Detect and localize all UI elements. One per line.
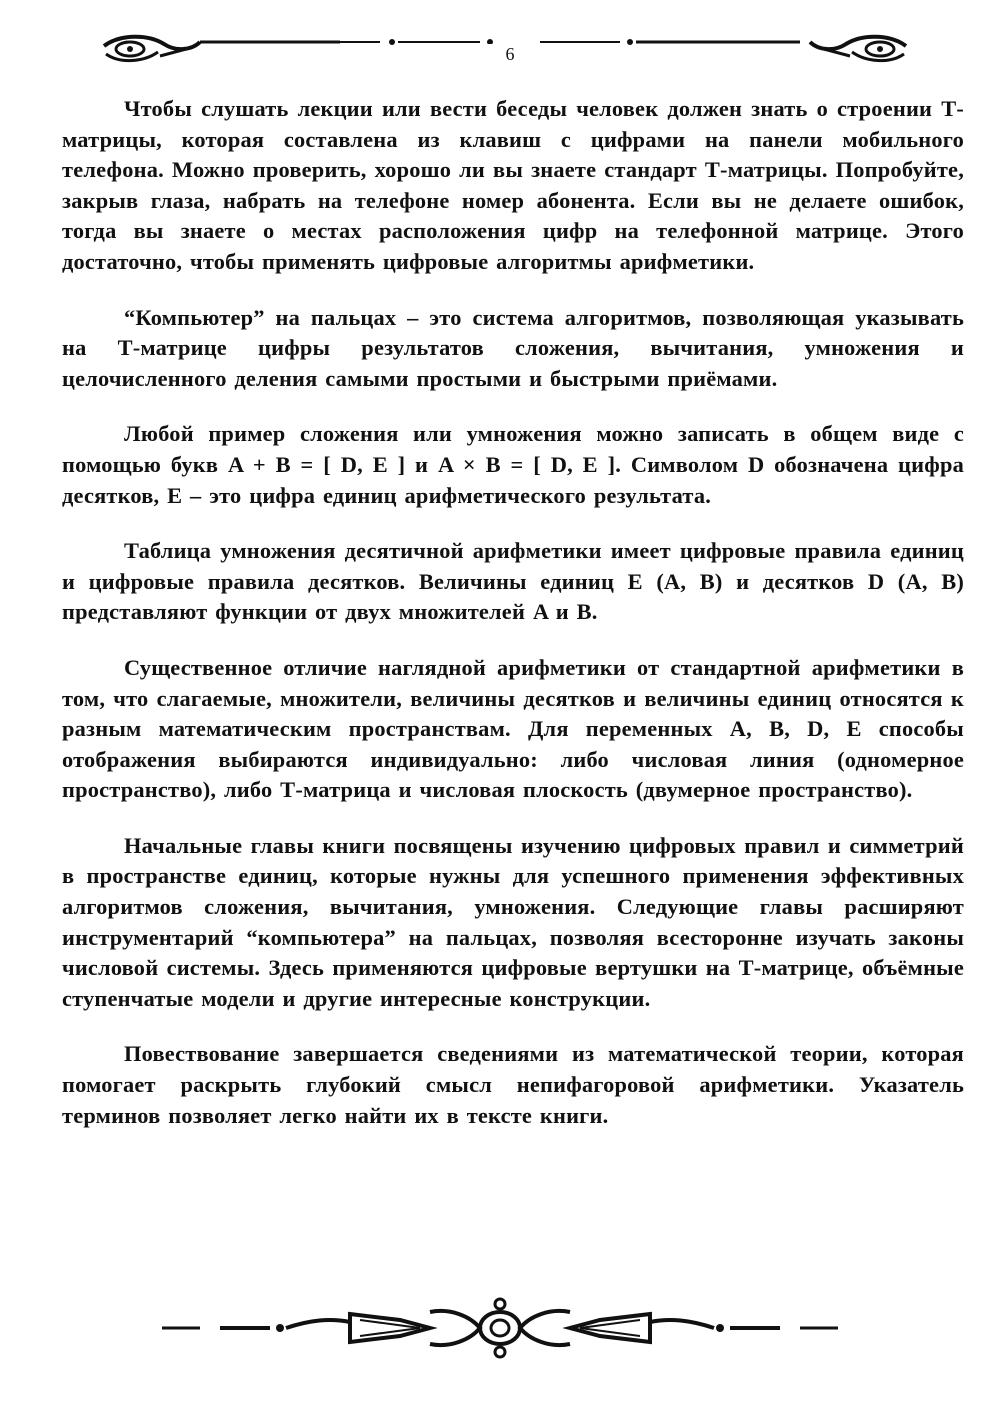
page-number: 6 bbox=[480, 44, 540, 65]
footer-ornament-icon bbox=[160, 1290, 840, 1362]
paragraph-5: Существенное отличие наглядной арифметики от стандартной арифметики в том, что слагаемые, множители, величины десятков и величины единиц относятся к разным математическим пространствам. Для переменных A, B, D, E способы отображения выбираются индивидуально: либо числовая линия (одномерное пространство), либо Т-матрица и числовая плоскость (двумерное пространство). bbox=[62, 654, 964, 803]
paragraph-7: Повествование завершается сведениями из математической теории, которая помогает раскрыть глубокий смысл непифагоровой арифметики. Указатель терминов позволяет легко найти их в тексте книги. bbox=[62, 1041, 964, 1128]
paragraph-3: Любой пример сложения или умножения можно записать в общем виде с помощью букв A + B = [ D, E ] и A × B = [ D, E ]. Символом D обозначена цифра десятков, E – это цифра единиц арифметического результата. bbox=[62, 421, 964, 508]
paragraph-1: Чтобы слушать лекции или вести беседы человек должен знать о строении Т-матрицы, которая составлена из клавиш с цифрами на панели мобильного телефона. Можно проверить, хорошо ли вы знаете стандарт Т-матрицы. Попробуйте, закрыв глаза, набрать на телефоне номер абонента. Если вы не делаете ошибок, тогда вы знаете о местах расположения цифр на телефонной матрице. Этого достаточно, чтобы применять цифровые алгоритмы арифметики. bbox=[62, 96, 964, 274]
body-text bbox=[62, 94, 964, 1156]
paragraph-6: Начальные главы книги посвящены изучению цифровых правил и симметрий в пространстве единиц, которые нужны для успешного применения эффективных алгоритмов сложения, вычитания, умножения. Следующие главы расширяют инструментарий “компьютера” на пальцах, позволяя всесторонне изучать законы числовой системы. Здесь применяются цифровые вертушки на Т-матрице, объёмные ступенчатые модели и другие интересные конструкции. bbox=[62, 832, 964, 1011]
paragraph-2: “Компьютер” на пальцах – это система алгоритмов, позволяющая указывать на Т-матрице цифры результатов сложения, вычитания, умножения и целочисленного деления самыми простыми и быстрыми приёмами. bbox=[62, 304, 964, 391]
paragraph-4: Таблица умножения десятичной арифметики имеет цифровые правила единиц и цифровые правила десятков. Величины единиц E (A, B) и десятков D (A, B) представляют функции от двух множителей A и B. bbox=[62, 538, 964, 625]
